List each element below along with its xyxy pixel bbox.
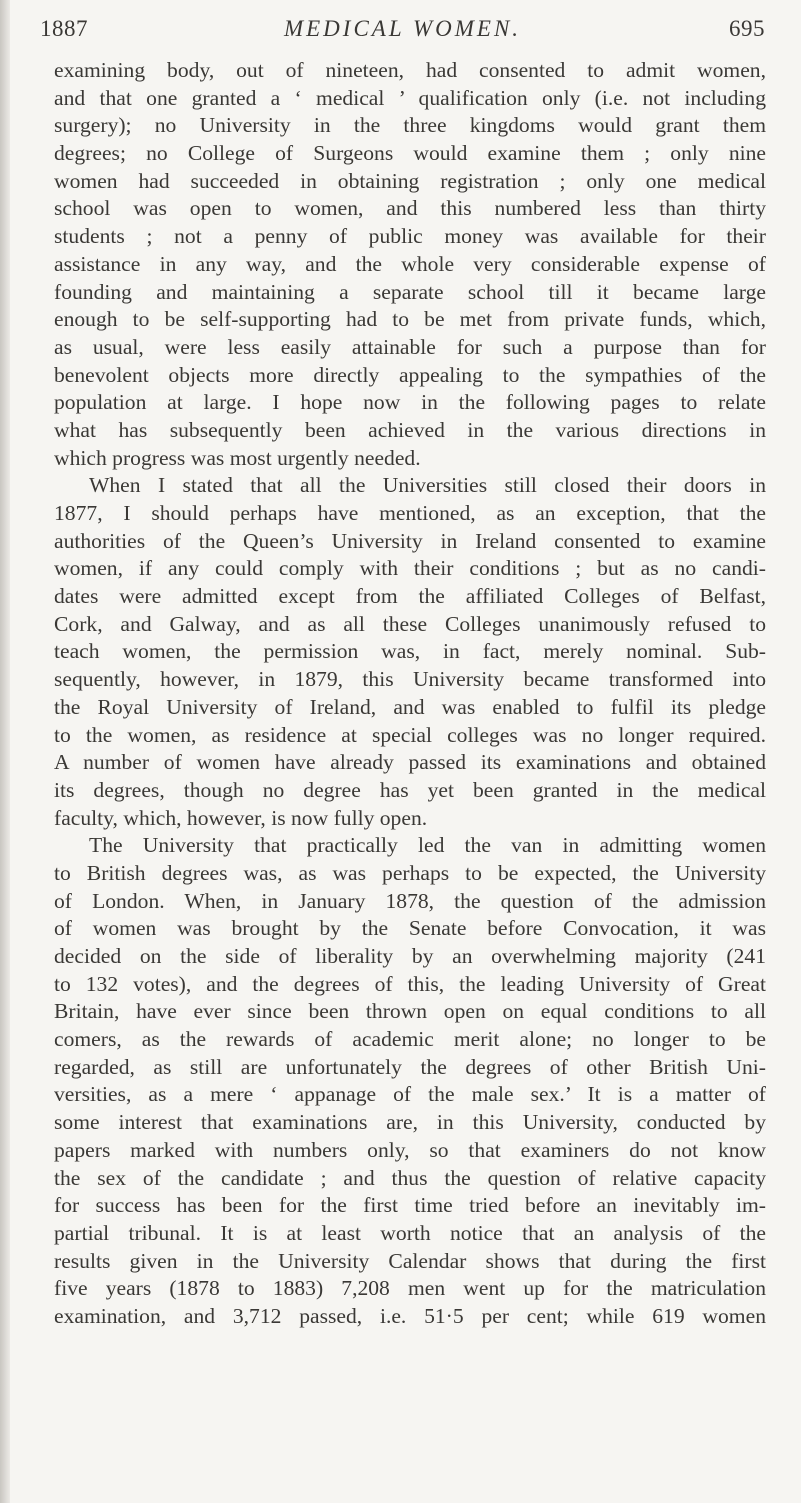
text-line: When I stated that all the Universities still closed their doors in [89,473,766,498]
text-line: students ; not a penny of public money was available for their [54,224,766,249]
text-line: A number of women have already passed its examinations and obtained [54,750,766,775]
text-line: assistance in any way, and the whole very considerable expense of [54,251,766,276]
text-line: to 132 votes), and the degrees of this, the leading University of Great [54,971,766,996]
text-line: the Royal University of Ireland, and was enabled to fulfil its pledge [54,694,766,719]
page-number: 695 [729,16,765,41]
text-line: regarded, as still are unfortunately the degrees of other British Uni- [54,1054,766,1079]
text-line: school was open to women, and this numbered less than thirty [54,196,766,221]
text-line: 1877, I should perhaps have mentioned, as an exception, that the [54,501,766,525]
text-line: teach women, the permission was, in fact, merely nominal. Sub- [54,639,766,664]
text-line: benevolent objects more directly appealing to the sympathies of the [54,362,766,387]
text-line: versities, as a mere ‘ appanage of the male sex.’ It is a matter of [54,1082,766,1107]
text-line: surgery); no University in the three kingdoms would grant them [54,113,766,138]
text-line: its degrees, though no degree has yet been granted in the medical [54,777,766,802]
text-line: five years (1878 to 1883) 7,208 men went up for the matriculation [54,1276,766,1301]
text-line: women, if any could comply with their conditions ; but as no candi- [54,556,766,581]
text-line: The University that practically led the van in admitting women [89,833,766,858]
text-line: Britain, have ever since been thrown open on equal conditions to all [54,999,766,1024]
text-line: and that one granted a ‘ medical ’ qualification only (i.e. not including [54,85,766,110]
text-line: sequently, however, in 1879, this University became transformed into [54,667,766,692]
text-line: some interest that examinations are, in this University, conducted by [54,1110,766,1135]
text-line: which progress was most urgently needed. [54,445,421,470]
header-title: MEDICAL WOMEN. [283,16,522,41]
text-line: enough to be self-supporting had to be met from private funds, which, [54,307,766,332]
text-line: of women was brought by the Senate before Convocation, it was [54,916,766,941]
text-line: papers marked with numbers only, so that examiners do not know [54,1137,766,1162]
running-header [40,16,765,46]
text-line: results given in the University Calendar shows that during the first [54,1248,766,1273]
page-gutter-shadow [0,0,10,1503]
text-line: the sex of the candidate ; and thus the question of relative capacity [54,1165,766,1190]
text-line: for success has been for the first time tried before an inevitably im- [54,1193,766,1218]
text-line: women had succeeded in obtaining registration ; only one medical [54,168,766,193]
text-line: comers, as the rewards of academic merit alone; no longer to be [54,1027,766,1052]
text-line: as usual, were less easily attainable for such a purpose than for [54,334,766,359]
text-line: decided on the side of liberality by an overwhelming majority (241 [54,944,766,968]
text-line: faculty, which, however, is now fully open. [54,805,428,830]
text-line: degrees; no College of Surgeons would examine them ; only nine [54,141,766,166]
text-line: what has subsequently been achieved in the various directions in [54,417,766,442]
text-line: authorities of the Queen’s University in Ireland consented to examine [54,528,766,553]
header-year: 1887 [40,16,88,41]
text-line: population at large. I hope now in the following pages to relate [54,390,766,415]
text-line: of London. When, in January 1878, the question of the admission [54,888,766,913]
text-line: Cork, and Galway, and as all these Colleges unanimously refused to [54,611,766,636]
text-line: partial tribunal. It is at least worth notice that an analysis of the [54,1220,766,1245]
text-line: examining body, out of nineteen, had consented to admit women, [54,58,766,82]
text-line: to the women, as residence at special colleges was no longer required. [54,722,766,747]
text-line: examination, and 3,712 passed, i.e. 51·5 per cent; while 619 women [54,1303,766,1328]
text-line: founding and maintaining a separate school till it became large [54,279,766,304]
body-text [54,57,766,1331]
text-line: dates were admitted except from the affiliated Colleges of Belfast, [54,584,766,609]
text-line: to British degrees was, as was perhaps to be expected, the University [54,860,766,885]
